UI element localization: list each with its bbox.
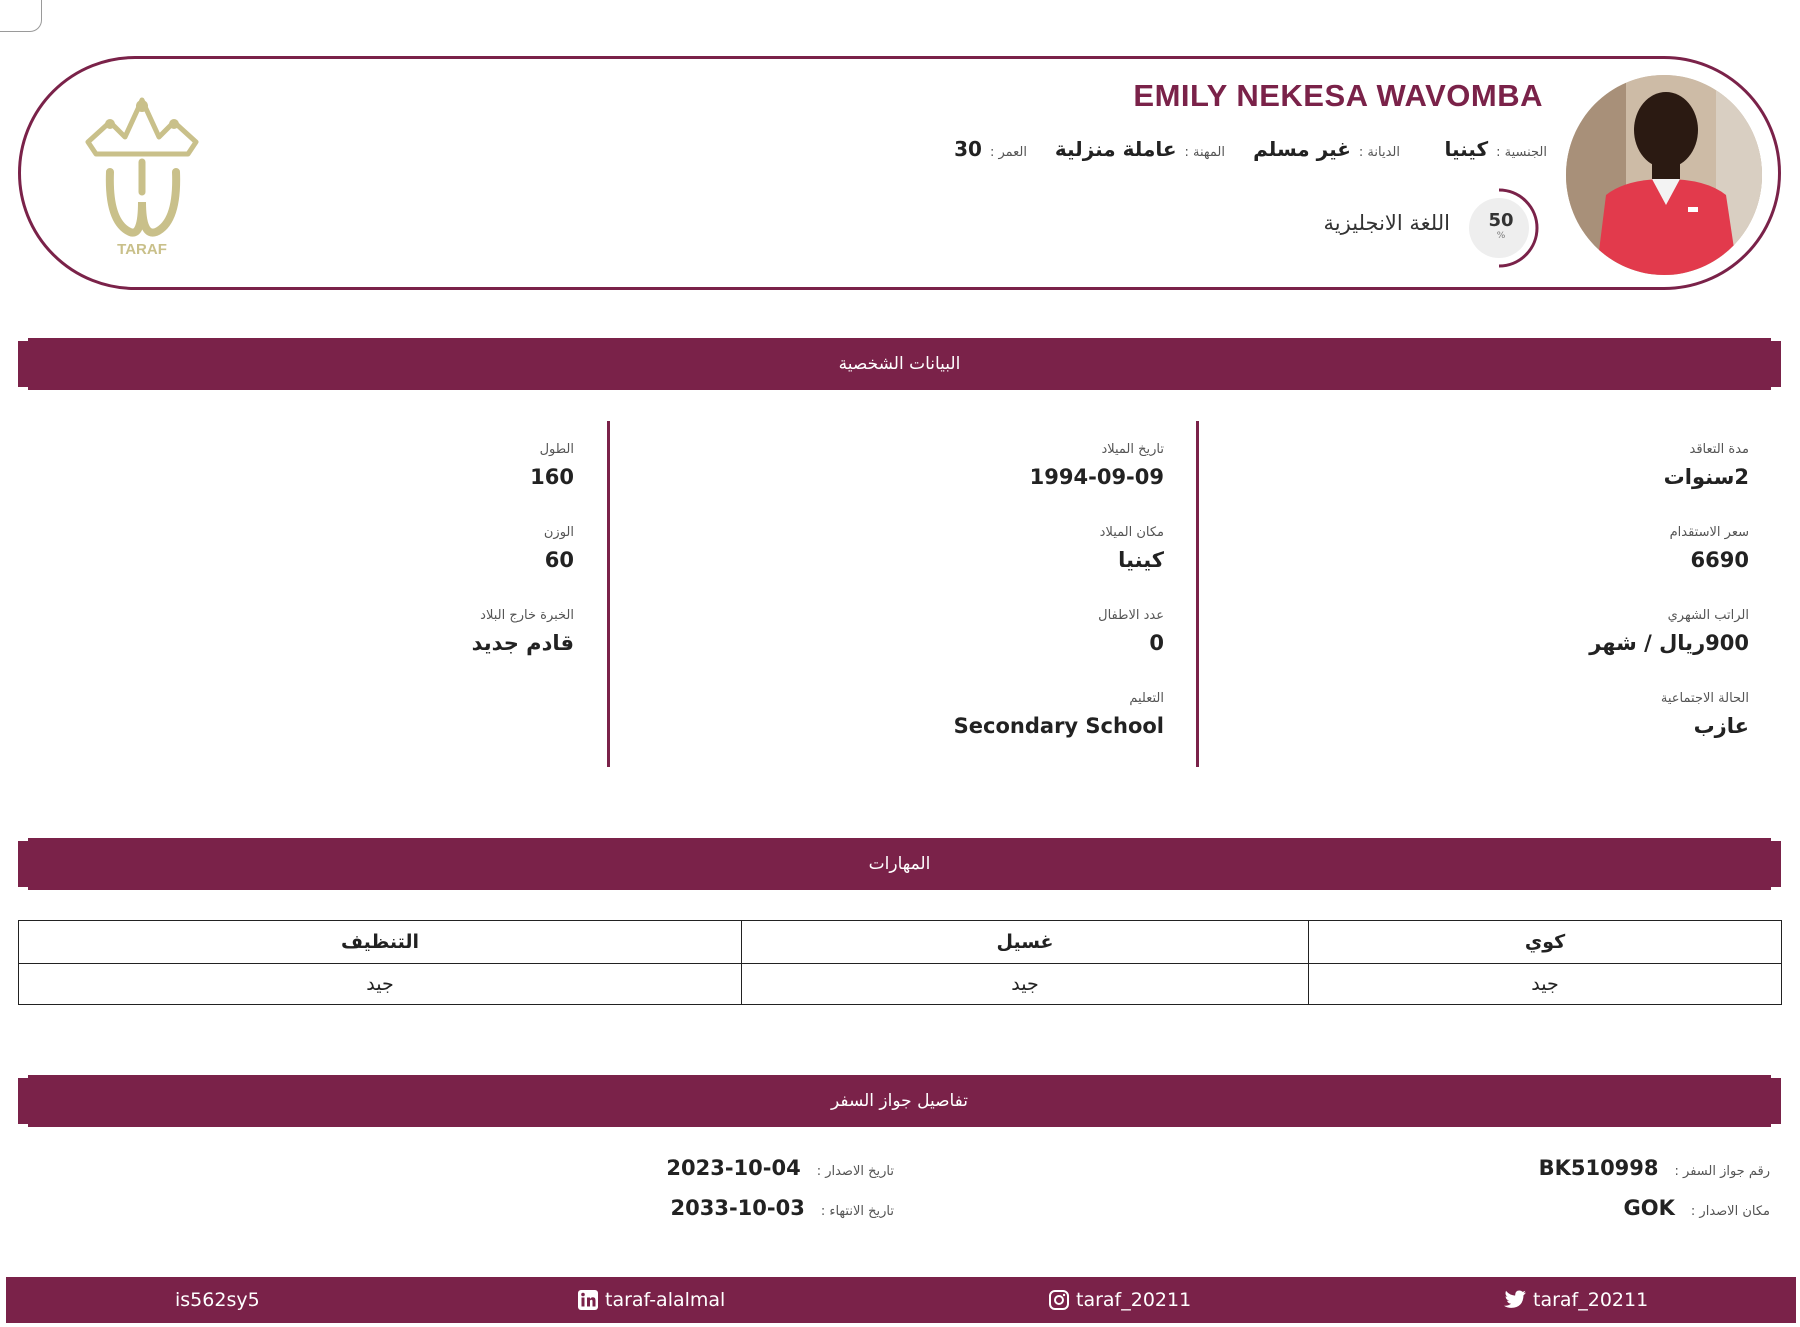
issue-place-field	[1624, 1196, 1770, 1226]
skills-value-row	[19, 964, 1782, 1005]
age-label: العمر :	[989, 145, 1027, 160]
field-value: Secondary School	[953, 714, 1164, 738]
children-count-field	[784, 608, 1164, 655]
twitter-icon	[1503, 1289, 1527, 1311]
field-label: عدد الاطفال	[1098, 608, 1164, 623]
religion-field	[1253, 137, 1400, 167]
field-label: التعليم	[1129, 691, 1164, 706]
skill-name: التنظيف	[19, 921, 742, 964]
svg-text:TARAF: TARAF	[117, 241, 167, 257]
religion-label: الديانة :	[1358, 145, 1400, 160]
nationality-value: كينيا	[1444, 137, 1489, 161]
field-value: 60	[544, 548, 574, 572]
skills-section-title: المهارات	[868, 854, 931, 874]
profession-label: المهنة :	[1184, 145, 1225, 160]
birth-place-field	[784, 525, 1164, 572]
field-value: 160	[530, 465, 574, 489]
profession-value: عاملة منزلية	[1054, 137, 1177, 161]
window-corner-fragment	[0, 0, 42, 32]
field-value: عازب	[1693, 714, 1749, 738]
field-value: 1994-09-09	[1029, 465, 1164, 489]
language-percent-symbol: %	[1496, 231, 1506, 241]
twitter-handle: taraf_20211	[1533, 1289, 1649, 1311]
field-label: الطول	[539, 442, 574, 457]
field-label: مدة التعاقد	[1689, 442, 1749, 457]
skill-level: جيد	[19, 964, 742, 1005]
issue-date-label: تاريخ الاصدار :	[816, 1164, 894, 1179]
skill-level: جيد	[1309, 964, 1782, 1005]
field-label: مكان الميلاد	[1099, 525, 1164, 540]
marital-status-field	[1369, 691, 1749, 738]
expiry-date-value: 2033-10-03	[670, 1196, 805, 1220]
monthly-salary-field	[1369, 608, 1749, 655]
skill-name: غسيل	[742, 921, 1309, 964]
linkedin-icon	[577, 1289, 599, 1311]
taraf-logo	[80, 92, 205, 257]
column-divider	[607, 421, 610, 767]
issue-place-label: مكان الاصدار :	[1690, 1204, 1770, 1219]
column-divider	[1196, 421, 1199, 767]
skill-name: كوي	[1309, 921, 1782, 964]
field-value: 0	[1149, 631, 1164, 655]
nationality-field	[1444, 137, 1547, 167]
religion-value: غير مسلم	[1253, 137, 1351, 161]
passport-section-title: تفاصيل جواز السفر	[830, 1091, 969, 1111]
weight-field	[194, 525, 574, 572]
height-field	[194, 442, 574, 489]
personal-section-title: البيانات الشخصية	[838, 354, 961, 374]
instagram-link[interactable]	[1048, 1288, 1191, 1312]
footer-code-text: is562sy5	[175, 1289, 260, 1311]
twitter-link[interactable]	[1503, 1288, 1648, 1312]
field-label: الحالة الاجتماعية	[1660, 691, 1749, 706]
field-value: 900ريال / شهر	[1589, 631, 1749, 655]
nationality-label: الجنسية :	[1496, 145, 1547, 160]
contract-duration-field	[1369, 442, 1749, 489]
passport-number-value: BK510998	[1538, 1156, 1659, 1180]
age-value: 30	[954, 137, 982, 161]
profession-field	[1055, 137, 1225, 167]
field-value: 2سنوات	[1663, 465, 1749, 489]
linkedin-link[interactable]	[577, 1288, 725, 1312]
issue-date-field	[666, 1156, 894, 1186]
field-value: قادم جديد	[471, 631, 574, 655]
instagram-icon	[1048, 1289, 1070, 1311]
skills-table	[18, 920, 1782, 1005]
passport-number-field	[1539, 1156, 1770, 1186]
field-value: 6690	[1690, 548, 1749, 572]
field-label: الراتب الشهري	[1667, 608, 1749, 623]
worker-name: EMILY NEKESA WAVOMBA	[1133, 78, 1543, 113]
expiry-date-field	[671, 1196, 894, 1226]
instagram-handle: taraf_20211	[1076, 1289, 1192, 1311]
birth-date-field	[784, 442, 1164, 489]
expiry-date-label: تاريخ الانتهاء :	[820, 1204, 894, 1219]
field-value: كينيا	[1118, 548, 1164, 572]
field-label: الوزن	[543, 525, 574, 540]
linkedin-handle: taraf-alalmal	[605, 1289, 726, 1311]
language-percent: 50	[1488, 210, 1514, 231]
field-label: سعر الاستقدام	[1669, 525, 1749, 540]
passport-number-label: رقم جواز السفر :	[1674, 1164, 1770, 1179]
worker-photo	[1566, 75, 1762, 275]
field-label: الخبرة خارج البلاد	[480, 608, 574, 623]
language-name: اللغة الانجليزية	[1323, 211, 1450, 235]
recruitment-price-field	[1369, 525, 1749, 572]
education-field	[784, 691, 1164, 738]
skills-header-row	[19, 921, 1782, 964]
skill-level: جيد	[742, 964, 1309, 1005]
experience-abroad-field	[194, 608, 574, 655]
footer-code	[175, 1288, 260, 1312]
age-field	[954, 137, 1027, 167]
issue-date-value: 2023-10-04	[666, 1156, 801, 1180]
field-label: تاريخ الميلاد	[1101, 442, 1164, 457]
issue-place-value: GOK	[1623, 1196, 1675, 1220]
